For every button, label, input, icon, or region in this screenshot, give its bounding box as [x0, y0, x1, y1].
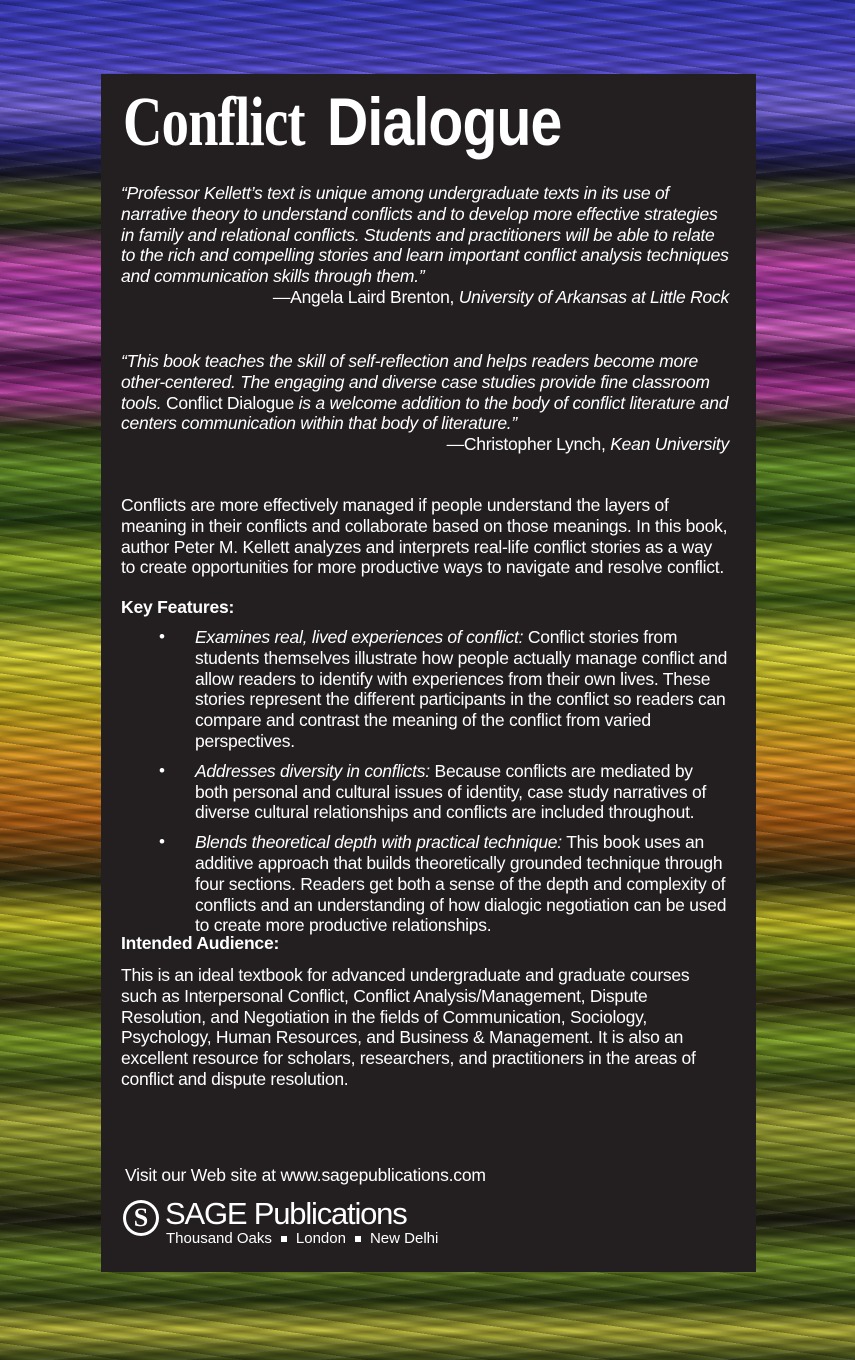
feature-body: This book uses an additive approach that builds theoretically grounded technique through four sections. Readers get both a sense of the depth and complexity of conflicts and an understanding of how dialogic negotiation can be used to create more productive relationships. — [195, 832, 727, 936]
book-title — [123, 84, 606, 161]
book-title-word1: Conflict — [123, 84, 305, 161]
intended-audience-text: This is an ideal textbook for advanced undergraduate and graduate courses such as Interpersonal Conflict, Conflict Analysis/Management, Dispute Resolution, and Negotiation in the fields of Communication, Sociology, Psychology, Human Resources, and Business & Management. It is also an excellent resource for scholars, researchers, and practitioners in the areas of conflict and dispute resolution. — [121, 965, 696, 1089]
quote-text — [121, 351, 729, 434]
endorsement-quote-2 — [121, 351, 729, 455]
website-link[interactable]: Visit our Web site at www.sagepublications.com — [125, 1165, 486, 1185]
quote-author: —Angela Laird Brenton, — [272, 286, 459, 307]
sage-logo-letter: S — [126, 1203, 156, 1233]
quote-institution: Kean University — [610, 434, 729, 455]
key-features-heading: Key Features: — [121, 597, 235, 617]
city-name: New Delhi — [369, 1230, 439, 1247]
square-separator-icon — [355, 1236, 361, 1242]
bullet-icon: • — [159, 760, 165, 780]
feature-body: Because conflicts are mediated by both personal and cultural issues of identity, case study narratives of diverse cultural relationships and conflicts are included throughout. — [195, 760, 707, 823]
book-description: Conflicts are more effectively managed if people understand the layers of meaning in their conflicts and collaborate based on those meanings. In this book, author Peter M. Kellett analyzes and interprets real-life conflict stories as a way to create opportunities for more productive ways to navigate and resolve conflict. — [121, 495, 728, 578]
publisher-cities — [166, 1230, 438, 1247]
feature-item — [121, 761, 729, 823]
quote-attribution — [121, 434, 729, 455]
book-title-word2: Dialogue — [326, 84, 562, 160]
bullet-icon: • — [159, 832, 165, 852]
quote-book-title: Conflict Dialogue — [165, 392, 294, 413]
feature-item — [121, 627, 729, 752]
bullet-icon: • — [159, 627, 165, 646]
feature-lead: Addresses diversity in conflicts: — [195, 760, 430, 781]
intended-audience-heading: Intended Audience: — [121, 933, 280, 953]
feature-lead: Blends theoretical depth with practical technique: — [195, 832, 562, 853]
square-separator-icon — [281, 1236, 287, 1242]
quote-institution: University of Arkansas at Little Rock — [458, 286, 729, 307]
endorsement-quote-1 — [121, 183, 729, 308]
publisher-name: SAGE Publications — [165, 1196, 407, 1231]
quote-text-part2: is a welcome addition to the body of conflict literature and centers communication within that body of literature.” — [121, 392, 729, 434]
feature-body: Conflict stories from students themselves illustrate how people actually manage conflict and allow readers to identify with experiences from their own lives. These stories represent the different participants in the conflict so readers can compare and contrast the meaning of the conflict from varied perspectives. — [195, 627, 728, 751]
key-features-list — [121, 627, 729, 945]
sage-logo-icon — [123, 1200, 159, 1236]
quote-attribution — [121, 287, 729, 308]
feature-item — [121, 832, 729, 936]
publisher-logo — [123, 1198, 523, 1250]
quote-author: —Christopher Lynch, — [446, 434, 611, 455]
quote-text: “Professor Kellett’s text is unique among undergraduate texts in its use of narrative theory to understand conflicts and to develop more effective strategies in family and relational conflicts. Students and practitioners will be able to relate to the rich and compelling stories and learn important conflict analysis techniques and communication skills through them.” — [121, 183, 729, 287]
feature-lead: Examines real, lived experiences of conflict: — [195, 627, 524, 647]
city-name: London — [295, 1230, 346, 1247]
city-name: Thousand Oaks — [166, 1230, 272, 1247]
quote-text-part1: “This book teaches the skill of self-reflection and helps readers become more other-centered. The engaging and diverse case studies provide fine classroom tools. — [121, 351, 710, 413]
back-cover-panel — [101, 74, 756, 1272]
